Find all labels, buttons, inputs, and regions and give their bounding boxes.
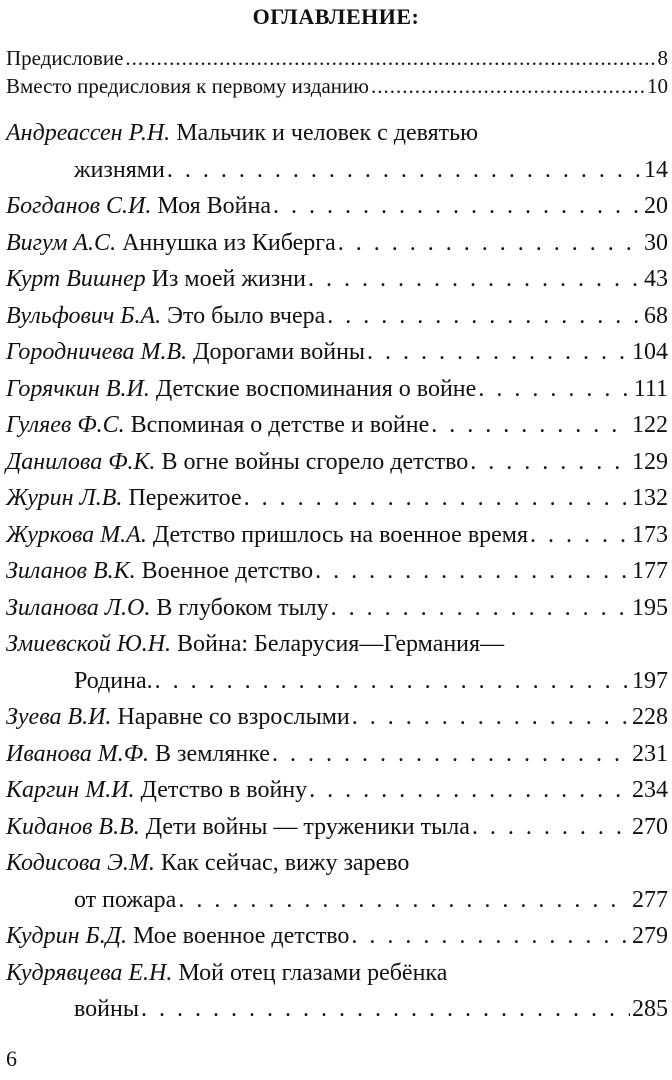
- entry-title: В огне войны сгорело детство: [161, 448, 469, 475]
- entry-author: Журкова М.А.: [6, 521, 147, 548]
- entry-author: Зиланова Л.О.: [6, 594, 151, 621]
- dot-leader: [351, 918, 630, 955]
- dot-leader: [155, 663, 630, 700]
- entry-author: Вульфович Б.А.: [6, 302, 162, 329]
- toc-entry: [6, 371, 668, 408]
- toc-entry: [6, 918, 668, 955]
- entry-author: Журин Л.В.: [6, 485, 123, 511]
- entry-title-continuation: войны: [74, 996, 139, 1022]
- entry-page: 279: [632, 923, 668, 949]
- entry-author: Кудрин Б.Д.: [6, 923, 127, 949]
- toc-entry: [6, 407, 668, 444]
- toc-entry: [6, 334, 668, 371]
- dot-leader: [367, 334, 630, 371]
- entry-page: 104: [632, 339, 668, 365]
- dot-leader: [315, 553, 630, 590]
- entry-author: Кодисова Э.М.: [6, 850, 155, 876]
- entry-author: Андреассен Р.Н.: [6, 120, 171, 146]
- entry-title: Моя Война: [157, 193, 271, 219]
- entry-title: Предисловие: [6, 46, 124, 70]
- dot-leader: [478, 371, 631, 408]
- entry-page: 111: [633, 375, 668, 402]
- entry-page: 231: [632, 740, 668, 767]
- entry-title: Детство в войну: [140, 777, 308, 803]
- entry-page: 129: [632, 448, 668, 475]
- dot-leader: [125, 44, 655, 72]
- entry-author: Горячкин В.И.: [6, 375, 150, 402]
- entry-page: 285: [632, 996, 668, 1022]
- entry-page: 122: [632, 412, 668, 438]
- dot-leader: [530, 517, 630, 554]
- entry-page: 68: [644, 302, 668, 329]
- entry-title: Мой отец глазами ребёнка: [178, 959, 448, 986]
- toc-entry: [6, 298, 668, 335]
- toc-entry: [6, 955, 668, 992]
- dot-leader: [244, 480, 630, 517]
- toc-entry: [6, 845, 668, 882]
- entry-page: 132: [632, 485, 668, 511]
- entry-title: Это было вчера: [167, 302, 326, 329]
- dot-leader: [472, 809, 630, 846]
- entry-page: 43: [644, 266, 668, 292]
- entry-title: В глубоком тылу: [156, 594, 329, 621]
- dot-leader: [331, 590, 630, 627]
- entry-page: 195: [632, 594, 668, 621]
- toc-entry: [6, 699, 668, 736]
- entry-author: Данилова Ф.К.: [6, 448, 156, 475]
- dot-leader: [470, 444, 630, 481]
- entry-author: Городничева М.В.: [6, 339, 188, 365]
- entry-title: Из моей жизни: [151, 266, 306, 292]
- entry-title: Аннушка из Киберга: [122, 229, 336, 256]
- entry-title: Мое военное детство: [132, 923, 350, 949]
- entry-author: Змиевской Ю.Н.: [6, 631, 172, 657]
- entry-title: Военное детство: [141, 558, 314, 584]
- toc-entry: [6, 225, 668, 262]
- dot-leader: [272, 736, 630, 773]
- entry-author: Зиланов В.К.: [6, 558, 136, 584]
- entry-page: 277: [632, 886, 668, 913]
- toc-entry: [6, 736, 668, 773]
- table-of-contents: [6, 44, 668, 1028]
- entry-page: 30: [644, 229, 668, 256]
- dot-leader: [371, 72, 645, 100]
- toc-entry: [6, 444, 668, 481]
- entry-page: 197: [632, 667, 668, 694]
- entry-author: Гуляев Ф.С.: [6, 412, 125, 438]
- entry-page: 234: [632, 777, 668, 803]
- entry-author: Вигум А.С.: [6, 229, 117, 256]
- toc-entry: [6, 188, 668, 225]
- entry-title: Вспоминая о детстве и войне: [130, 412, 430, 438]
- entry-author: Кудрявцева Е.Н.: [6, 959, 173, 986]
- dot-leader: [273, 188, 642, 225]
- toc-entry-continuation: [6, 663, 668, 700]
- entry-page: 10: [647, 74, 668, 98]
- toc-entry-continuation: [6, 882, 668, 919]
- entry-title: В землянке: [155, 740, 270, 767]
- entry-title: Детство пришлось на военное время: [152, 521, 529, 548]
- toc-entry: [6, 44, 668, 72]
- entry-page: 228: [632, 704, 668, 730]
- entry-title: Дети войны — труженики тыла: [145, 813, 470, 840]
- toc-entry-continuation: [6, 991, 668, 1028]
- dot-leader: [309, 772, 630, 809]
- entry-title: Дорогами войны: [193, 339, 366, 365]
- entry-title: Вместо предисловия к первому изданию: [6, 74, 369, 98]
- entry-author: Богданов С.И.: [6, 193, 152, 219]
- entry-title-continuation: жизнями: [74, 156, 165, 183]
- entry-author: Киданов В.В.: [6, 813, 140, 840]
- entry-title: Наравне со взрослыми: [117, 704, 350, 730]
- dot-leader: [327, 298, 642, 335]
- toc-entry: [6, 590, 668, 627]
- dot-leader: [338, 225, 642, 262]
- entry-title: Детские воспоминания о войне: [155, 375, 477, 402]
- toc-entry: [6, 553, 668, 590]
- page-number: 6: [6, 1046, 17, 1071]
- entry-title: Война: Беларусия—Германия—: [177, 631, 505, 657]
- dot-leader: [352, 699, 630, 736]
- entry-title: Как сейчас, вижу зарево: [160, 850, 410, 876]
- toc-entry: [6, 480, 668, 517]
- entry-author: Курт Вишнер: [6, 266, 146, 292]
- entry-author: Зуева В.И.: [6, 704, 112, 730]
- dot-leader: [178, 882, 630, 919]
- dot-leader: [431, 407, 630, 444]
- entry-page: 8: [657, 46, 668, 70]
- entry-page: 20: [644, 193, 668, 219]
- page-title: ОГЛАВЛЕНИЕ:: [252, 4, 420, 29]
- entry-title-continuation: от пожара: [74, 886, 177, 913]
- entry-author: Каргин М.И.: [6, 777, 135, 803]
- entry-page: 177: [632, 558, 668, 584]
- entry-author: Иванова М.Ф.: [6, 740, 150, 767]
- toc-entry: [6, 772, 668, 809]
- dot-leader: [167, 152, 642, 189]
- toc-entry: [6, 809, 668, 846]
- toc-entry: [6, 261, 668, 298]
- entry-title: Пережитое: [128, 485, 242, 511]
- entry-title: Мальчик и человек с девятью: [176, 120, 479, 146]
- entry-title-continuation: Родина.: [74, 667, 153, 694]
- dot-leader: [141, 991, 630, 1028]
- author-entries: [6, 115, 668, 1028]
- toc-entry: [6, 517, 668, 554]
- dot-leader: [308, 261, 642, 298]
- toc-entry-continuation: [6, 152, 668, 189]
- toc-entry: [6, 626, 668, 663]
- entry-page: 173: [632, 521, 668, 548]
- toc-entry: [6, 72, 668, 100]
- entry-page: 14: [644, 156, 668, 183]
- toc-entry: [6, 115, 668, 152]
- entry-page: 270: [632, 813, 668, 840]
